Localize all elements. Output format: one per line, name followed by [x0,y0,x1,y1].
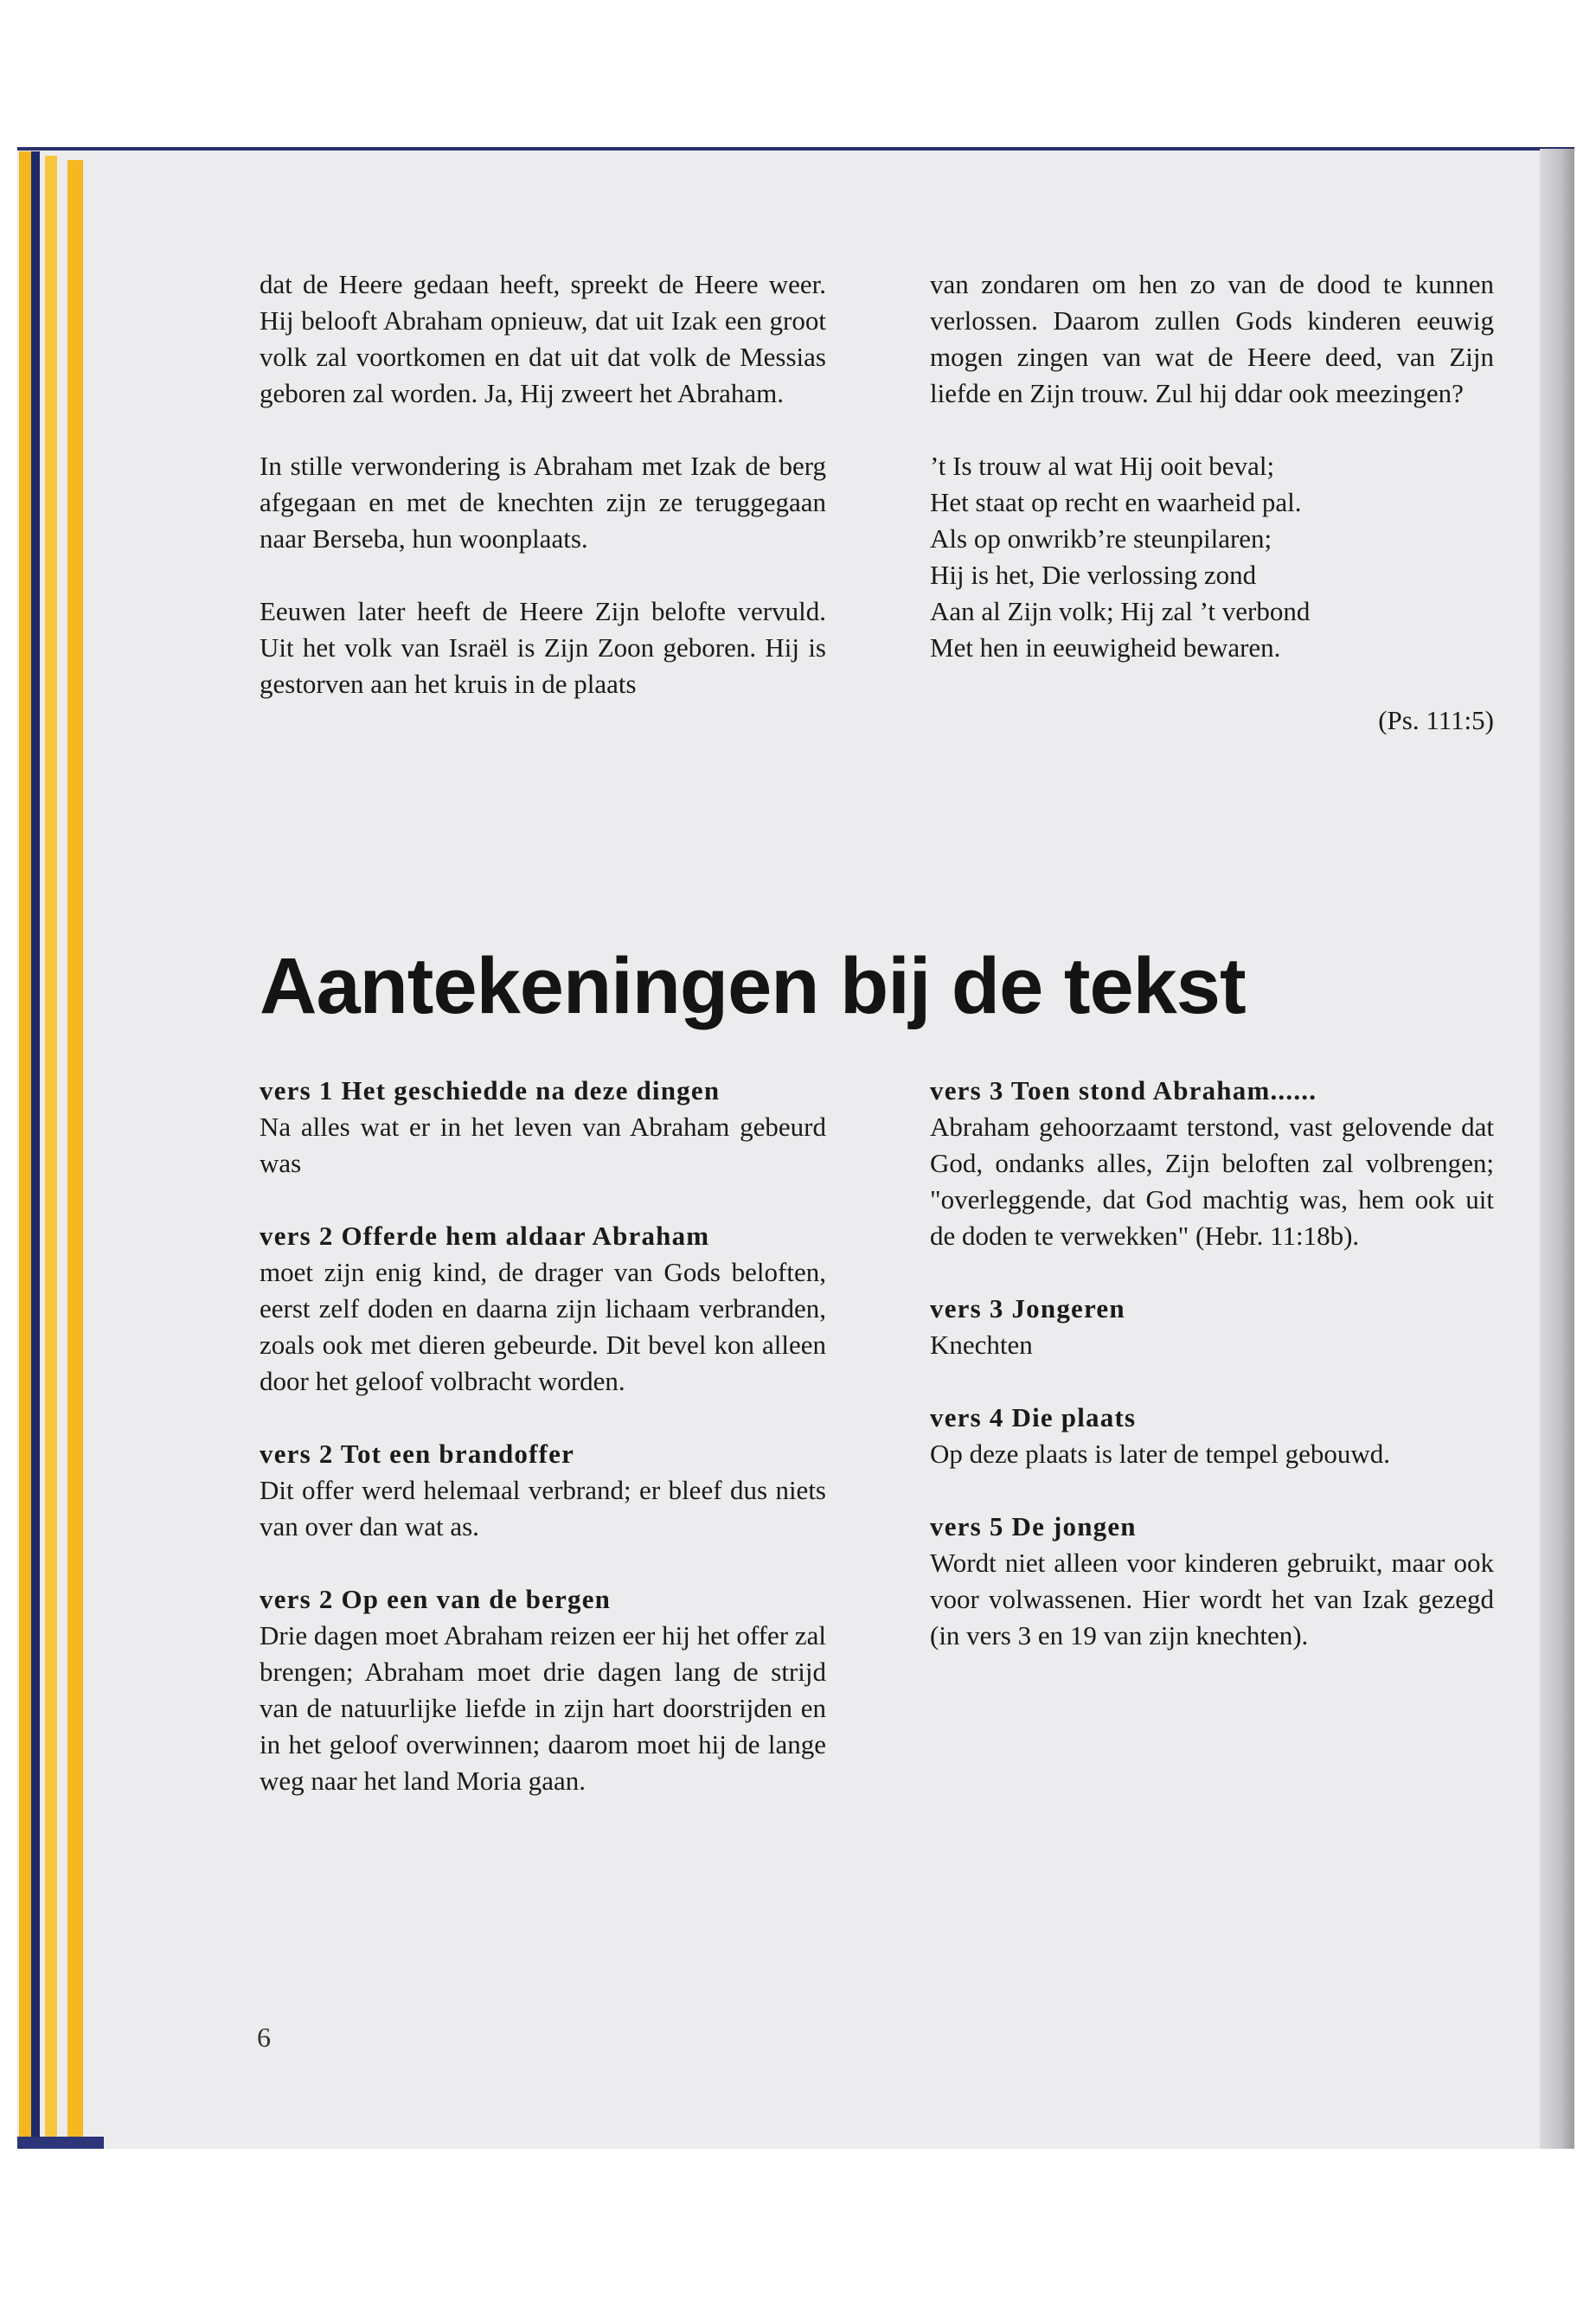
note-title: vers 4 Die plaats [930,1402,1137,1433]
note [930,1509,1494,1654]
page-number: 6 [257,2022,271,2053]
paragraph: In stille verwondering is Abraham met Izak de berg afgegaan en met de knechten zijn ze teruggegaan naar Berseba, hun woonplaats. [260,451,826,554]
spine-stripe [67,160,83,2145]
poem-line: Het staat op recht en waarheid pal. [930,487,1302,517]
note-title: vers 2 Op een van de bergen [260,1584,612,1614]
paragraph: Eeuwen later heeft de Heere Zijn belofte vervuld. Uit het volk van Israël is Zijn Zoon geboren. Hij is gestorven aan het kruis in de plaats [260,596,826,699]
spine-stripe [45,156,57,2145]
note [260,1581,826,1799]
note-body: Op deze plaats is later de tempel gebouwd. [930,1439,1390,1469]
story-column-right [930,266,1494,739]
poem-line: Hij is het, Die verlossing zond [930,560,1257,590]
poem-line: Als op onwrikb’re steunpilaren; [930,523,1272,554]
note [260,1436,826,1545]
note-title: vers 1 Het geschiedde na deze dingen [260,1075,721,1106]
cover-edge [17,2137,104,2149]
section-heading: Aantekeningen bij de tekst [260,942,1246,1030]
top-rule [17,147,1574,151]
note-body: moet zijn enig kind, de drager van Gods beloften, eerst zelf doden en daarna zijn lichaam verbranden, zoals ook met dieren gebeurde. Dit bevel kon alleen door het geloof volbracht worden. [260,1257,826,1396]
note-body: Drie dagen moet Abraham reizen eer hij het offer zal brengen; Abraham moet drie dagen lang de strijd van de natuurlijke liefde in zijn hart doorstrijden en in het geloof overwinnen; daarom moet hij de lange weg naar het land Moria gaan. [260,1620,826,1796]
note-title: vers 3 Toen stond Abraham...... [930,1075,1317,1106]
notes-column-left [260,1073,826,1836]
note [930,1073,1494,1254]
psalm-reference: (Ps. 111:5) [1378,705,1494,735]
note-body: Na alles wat er in het leven van Abraham gebeurd was [260,1112,826,1178]
note-body: Abraham gehoorzaamt terstond, vast gelovende dat God, ondanks alles, Zijn beloften zal volbrengen; "overleggende, dat God machtig was, hem ook uit de doden te verwekken" (Hebr. 11:18b). [930,1112,1494,1251]
note [930,1400,1494,1472]
story-column-left [260,266,826,702]
poem-line: Met hen in eeuwigheid bewaren. [930,632,1281,663]
note-body: Knechten [930,1330,1033,1360]
next-page-edge [1540,149,1574,2149]
note [260,1073,826,1182]
note-title: vers 2 Tot een brandoffer [260,1439,575,1469]
spine-stripe [31,151,40,2148]
note-body: Wordt niet alleen voor kinderen gebruikt, maar ook voor volwassenen. Hier wordt het van Izak gezegd (in vers 3 en 19 van zijn knechten). [930,1548,1494,1650]
psalm-verse [930,448,1494,666]
poem-line: Aan al Zijn volk; Hij zal ’t verbond [930,596,1311,626]
note [260,1218,826,1400]
paragraph: dat de Heere gedaan heeft, spreekt de Heere weer. Hij belooft Abraham opnieuw, dat uit Izak een groot volk zal voortkomen en dat uit dat volk de Messias geboren zal worden. Ja, Hij zweert het Abraham. [260,269,826,408]
note-title: vers 3 Jongeren [930,1293,1125,1324]
note-title: vers 5 De jongen [930,1511,1137,1541]
spine-stripe [19,151,31,2148]
note [930,1291,1494,1363]
poem-line: ’t Is trouw al wat Hij ooit beval; [930,451,1275,481]
paragraph: van zondaren om hen zo van de dood te kunnen verlossen. Daarom zullen Gods kinderen eeuwig mogen zingen van wat de Heere deed, van Zijn liefde en Zijn trouw. Zul hij ddar ook meezingen? [930,269,1494,408]
note-title: vers 2 Offerde hem aldaar Abraham [260,1221,710,1251]
note-body: Dit offer werd helemaal verbrand; er bleef dus niets van over dan wat as. [260,1475,826,1541]
notes-column-right [930,1073,1494,1690]
